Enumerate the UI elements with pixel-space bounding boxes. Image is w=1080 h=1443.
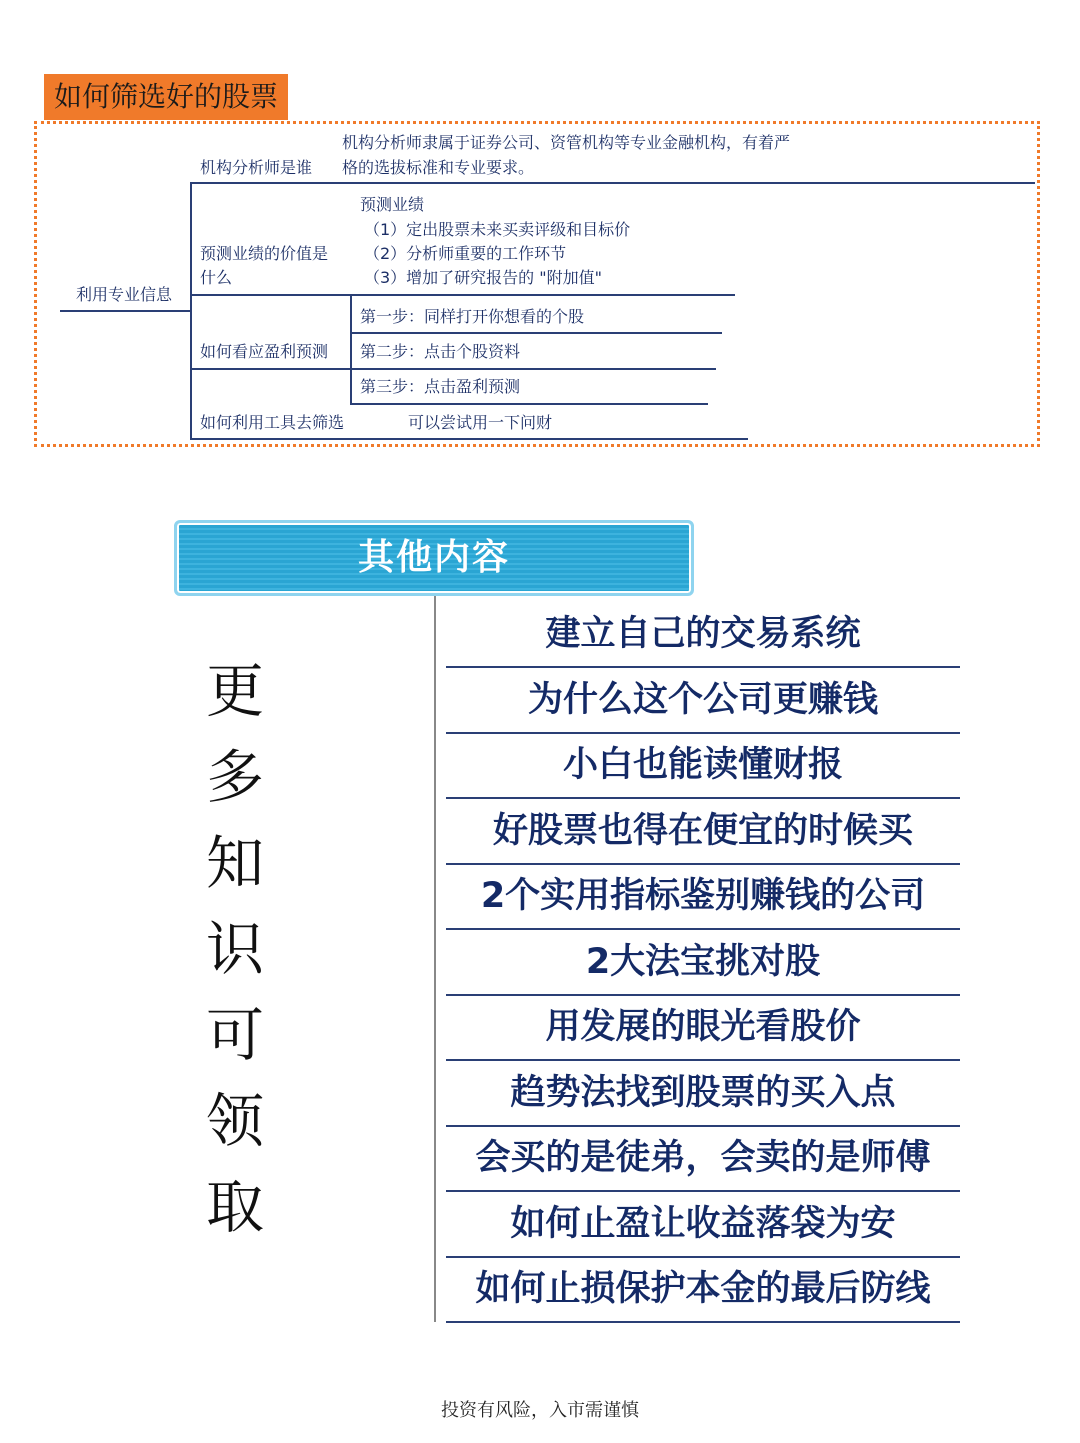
list-item: 趋势法找到股票的买入点 <box>446 1061 960 1127</box>
list-item: 如何止损保护本金的最后防线 <box>446 1257 960 1323</box>
vertical-caption <box>200 648 270 1250</box>
list-item: 2个实用指标鉴别赚钱的公司 <box>446 864 960 930</box>
list-item: 用发展的眼光看股价 <box>446 995 960 1061</box>
list-item: 建立自己的交易系统 <box>446 602 960 668</box>
risk-disclaimer: 投资有风险，入市需谨慎 <box>441 1400 639 1421</box>
forecast-item: （2）分析师重要的工作环节 <box>364 244 567 263</box>
caption-char: 识 <box>205 915 264 983</box>
forecast-item: （3）增加了研究报告的 "附加值" <box>364 268 602 287</box>
tool-desc: 可以尝试用一下问财 <box>408 413 553 432</box>
steps-trunk <box>350 296 352 404</box>
caption-char: 可 <box>205 1001 264 1069</box>
analyst-desc-2: 格的选拔标准和专业要求。 <box>342 158 535 177</box>
list-item: 2大法宝挑对股 <box>446 930 960 996</box>
root-node: 利用专业信息 <box>76 285 173 304</box>
list-item: 如何止盈让收益落袋为安 <box>446 1192 960 1258</box>
list-connector <box>434 596 436 1322</box>
caption-char: 多 <box>205 743 264 811</box>
view-step: 第二步：点击个股资料 <box>360 342 521 361</box>
branch-line-tool <box>190 438 748 440</box>
root-connector <box>60 310 190 312</box>
branch-line-forecast <box>190 294 735 296</box>
forecast-label-2: 什么 <box>200 268 233 287</box>
view-label: 如何看应盈利预测 <box>200 342 329 361</box>
step-line-1 <box>350 332 722 334</box>
branch-trunk <box>190 183 192 439</box>
tool-label: 如何利用工具去筛选 <box>200 413 345 432</box>
forecast-item: （1）定出股票未来买卖评级和目标价 <box>364 220 631 239</box>
list-item: 小白也能读懂财报 <box>446 733 960 799</box>
view-step: 第三步：点击盈利预测 <box>360 377 521 396</box>
list-item: 会买的是徒弟，会卖的是师傅 <box>446 1126 960 1192</box>
forecast-item: 预测业绩 <box>360 195 425 214</box>
forecast-label-1: 预测业绩的价值是 <box>200 244 329 263</box>
caption-char: 更 <box>205 657 264 725</box>
step-line-2 <box>350 368 716 370</box>
branch-line-analyst <box>190 182 1035 184</box>
other-content-header: 其他内容 <box>174 520 694 596</box>
caption-char: 知 <box>205 829 264 897</box>
list-item: 为什么这个公司更赚钱 <box>446 668 960 734</box>
analyst-desc-1: 机构分析师隶属于证券公司、资管机构等专业金融机构，有着严 <box>342 133 791 152</box>
caption-char: 取 <box>205 1173 264 1241</box>
step-line-3 <box>350 403 708 405</box>
caption-char: 领 <box>205 1087 264 1155</box>
list-item: 好股票也得在便宜的时候买 <box>446 799 960 865</box>
analyst-label: 机构分析师是谁 <box>200 158 313 177</box>
view-step: 第一步：同样打开你想看的个股 <box>360 307 585 326</box>
branch-line-view <box>190 368 350 370</box>
section-title: 如何筛选好的股票 <box>44 74 288 120</box>
